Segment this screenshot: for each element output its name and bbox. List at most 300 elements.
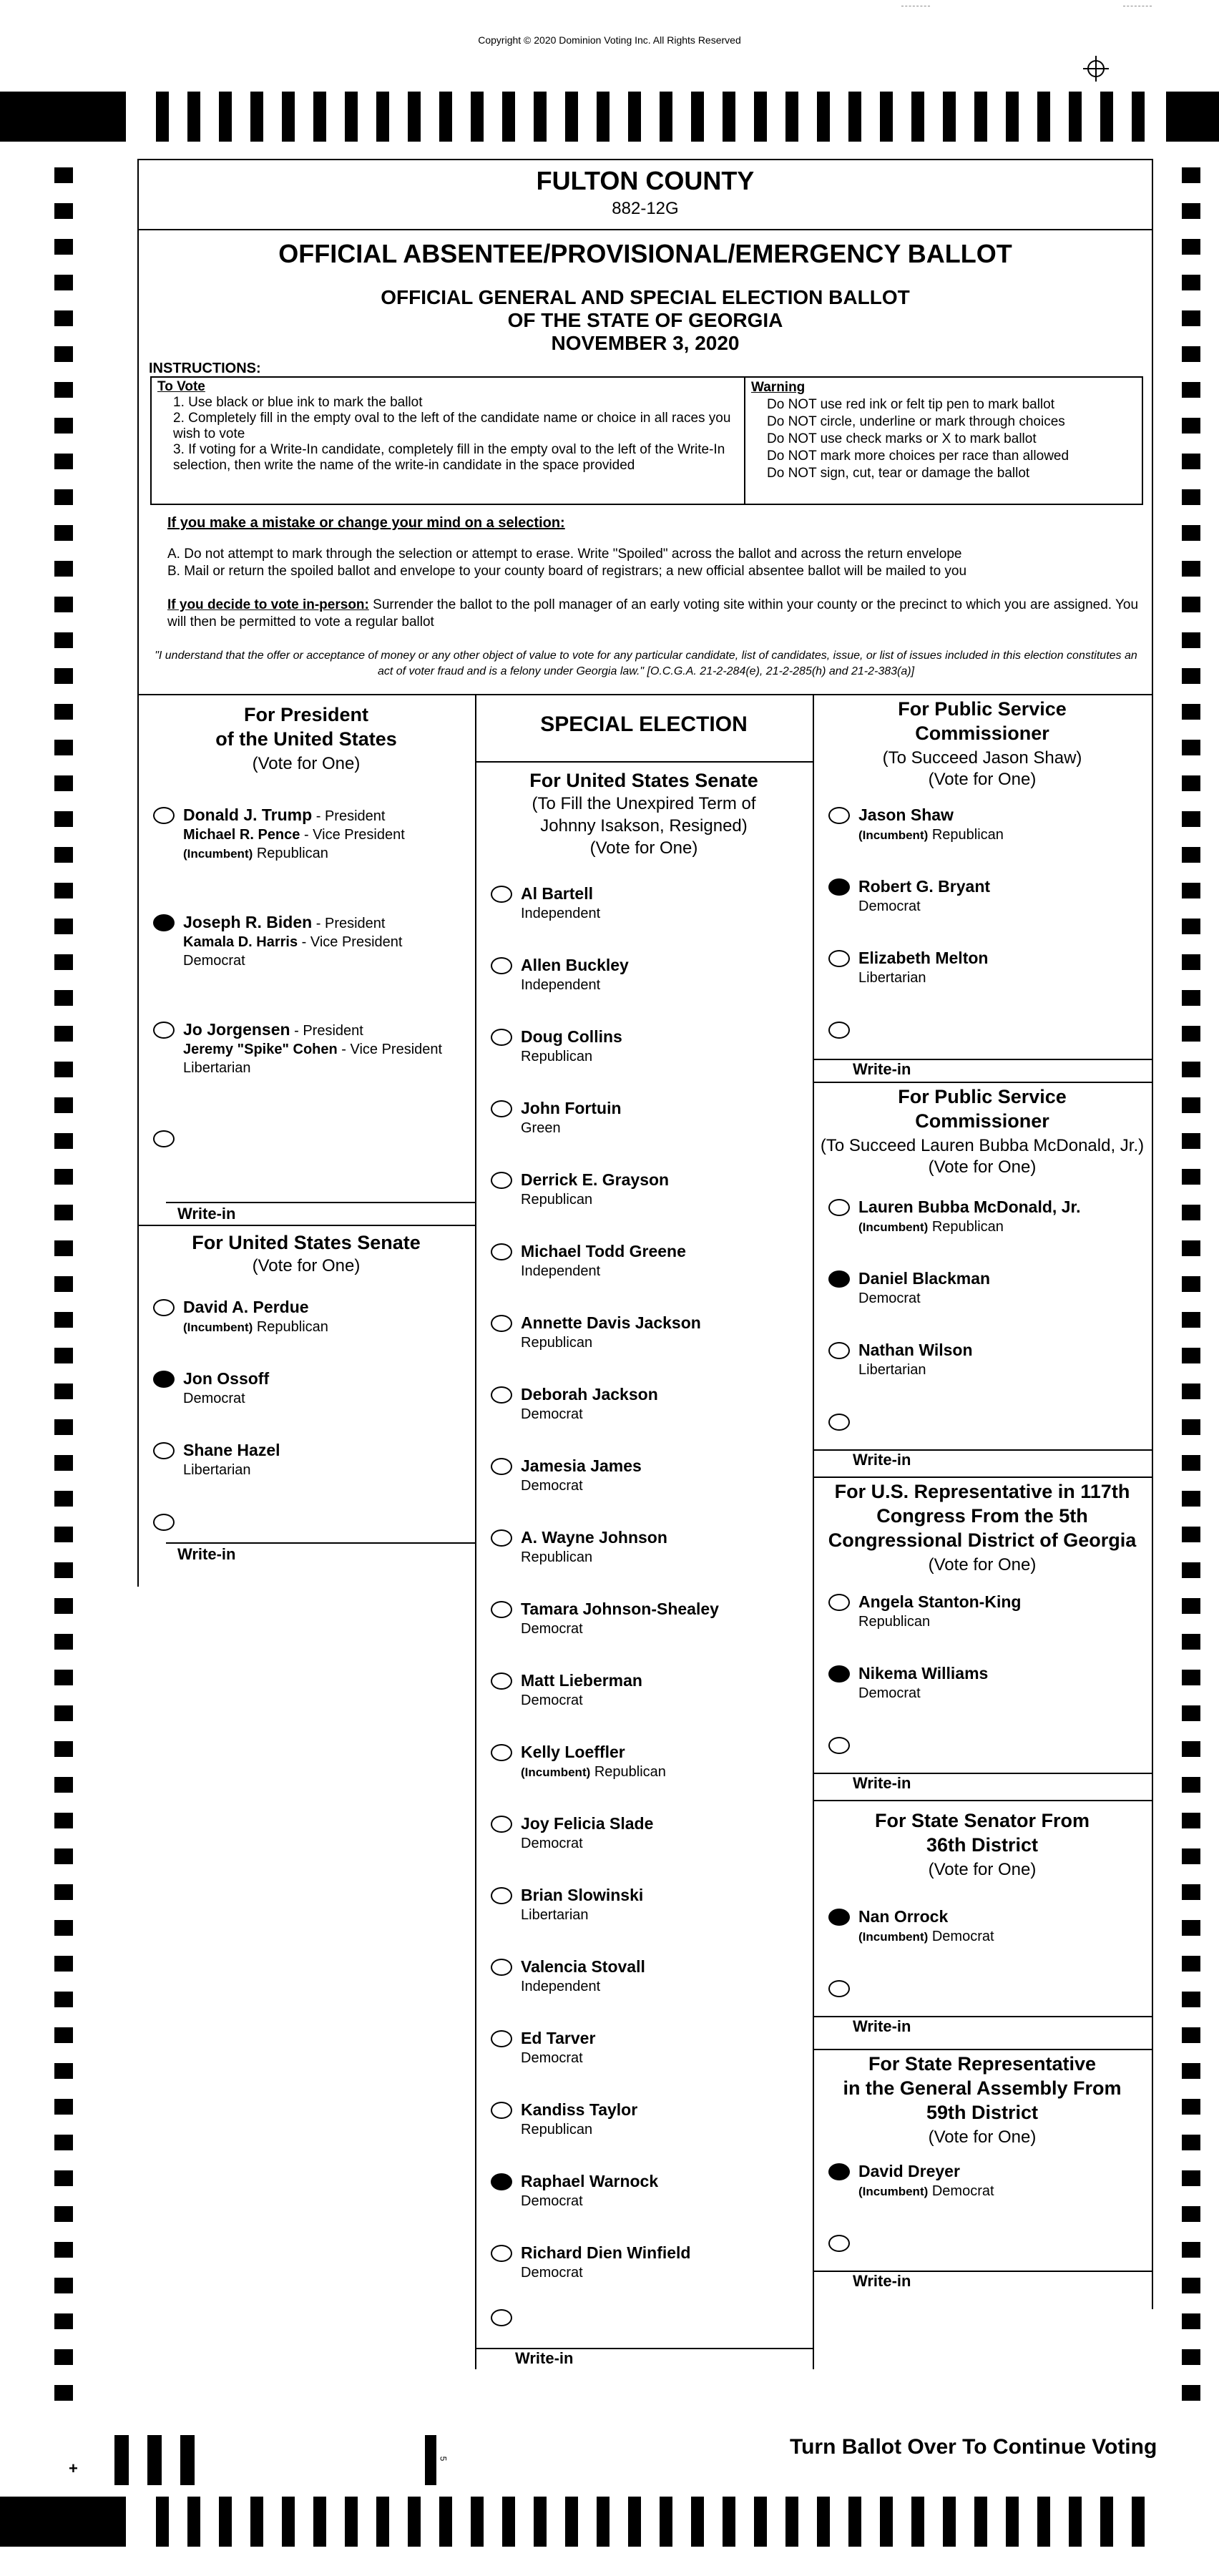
party-name: Republican — [590, 1764, 666, 1780]
timing-mark — [54, 454, 73, 469]
candidate-option[interactable] — [475, 1670, 813, 1727]
party-name: Republican — [521, 1049, 593, 1064]
race-title: 59th District — [926, 2102, 1039, 2123]
timing-mark — [54, 239, 73, 255]
candidate-option[interactable] — [137, 1296, 475, 1353]
race-title: For State Senator From — [874, 1810, 1090, 1831]
timing-mark — [1182, 1419, 1200, 1435]
vote-oval-marked[interactable] — [828, 878, 850, 896]
timing-mark — [660, 92, 672, 142]
page-mark: 5 — [438, 2456, 449, 2462]
candidate-option[interactable] — [475, 1884, 813, 1941]
vote-oval[interactable] — [491, 1744, 512, 1761]
candidate-option[interactable] — [475, 1169, 813, 1226]
timing-mark — [471, 2497, 484, 2547]
timing-mark — [1182, 1920, 1200, 1936]
timing-mark — [1182, 1205, 1200, 1220]
timing-mark — [54, 2385, 73, 2401]
party-name: Democrat — [521, 1406, 583, 1422]
candidate-party-line — [521, 1478, 583, 1494]
party-name: Democrat — [858, 898, 921, 914]
timing-mark — [54, 1276, 73, 1292]
timing-mark — [1182, 1848, 1200, 1864]
candidate-option[interactable] — [475, 1527, 813, 1584]
vote-oval[interactable] — [491, 2309, 512, 2326]
id-bar — [114, 2435, 129, 2485]
timing-mark — [54, 489, 73, 505]
write-in-line[interactable] — [166, 1202, 475, 1203]
instructions-box — [150, 376, 1143, 505]
timing-mark — [1182, 2242, 1200, 2258]
column-3 — [813, 695, 1152, 2312]
timing-mark — [534, 92, 547, 142]
timing-mark — [1182, 1562, 1200, 1578]
candidate-option[interactable] — [137, 1019, 475, 1076]
vote-oval[interactable] — [153, 1299, 175, 1316]
vote-oval[interactable] — [153, 1022, 175, 1039]
vote-oval[interactable] — [491, 1529, 512, 1547]
candidate-name: Michael Todd Greene — [521, 1242, 686, 1260]
party-name: Independent — [521, 906, 601, 921]
vote-oval-marked[interactable] — [491, 2173, 512, 2190]
in-person-instructions — [167, 597, 1140, 631]
timing-mark — [565, 2497, 578, 2547]
candidate-option[interactable] — [475, 1240, 813, 1298]
timing-mark — [54, 704, 73, 720]
timing-mark — [628, 2497, 641, 2547]
vote-oval[interactable] — [491, 2245, 512, 2262]
timing-mark — [54, 2206, 73, 2222]
vote-oval[interactable] — [491, 2030, 512, 2047]
candidate-name: Ed Tarver — [521, 2029, 596, 2047]
timing-mark — [345, 92, 358, 142]
vote-oval[interactable] — [491, 1887, 512, 1904]
candidate-name: Allen Buckley — [521, 956, 629, 974]
candidate-option[interactable] — [475, 1813, 813, 1870]
candidate-name: Deborah Jackson — [521, 1385, 658, 1404]
candidate-name: Tamara Johnson-Shealey — [521, 1600, 719, 1618]
running-mate-name: Michael R. Pence — [183, 827, 300, 843]
running-mate-role: - Vice President — [300, 827, 405, 843]
timing-mark — [187, 92, 200, 142]
timing-mark — [54, 275, 73, 290]
candidate-name: Brian Slowinski — [521, 1886, 644, 1904]
candidate-option[interactable] — [475, 954, 813, 1012]
vote-oval[interactable] — [828, 1980, 850, 1997]
timing-mark — [1006, 92, 1019, 142]
candidate-option[interactable] — [813, 1591, 1152, 1648]
in-person-text: Surrender the ballot to the poll manager of an early voting site within your county or the precinct to which you are assigned. You will then be permitted to vote a regular ballot — [167, 597, 1139, 630]
candidate-party-line — [521, 1263, 600, 1280]
vote-oval[interactable] — [491, 1029, 512, 1046]
vote-oval[interactable] — [491, 886, 512, 903]
timing-mark — [54, 1956, 73, 1972]
candidate-option[interactable] — [475, 1741, 813, 1798]
race-divider — [813, 1476, 1152, 1478]
party-name: Libertarian — [521, 1907, 589, 1923]
candidate-option[interactable] — [475, 1312, 813, 1369]
race-title: in the General Assembly From — [843, 2077, 1122, 2099]
running-mate-role: - Vice President — [298, 934, 403, 950]
timing-mark — [1182, 668, 1200, 684]
party-name: Democrat — [183, 1391, 245, 1406]
candidate-name: Al Bartell — [521, 884, 593, 903]
vote-oval[interactable] — [828, 1342, 850, 1359]
timing-mark — [1182, 1133, 1200, 1149]
vote-oval[interactable] — [153, 1514, 175, 1531]
candidate-option[interactable] — [813, 1906, 1152, 1963]
candidate-option[interactable] — [813, 876, 1152, 933]
candidate-party-line — [521, 2050, 583, 2067]
vote-oval-marked[interactable] — [153, 1371, 175, 1388]
timing-mark — [54, 1348, 73, 1363]
election-title — [139, 286, 1152, 355]
candidate-party-line — [521, 2122, 592, 2138]
party-name: Democrat — [521, 1621, 583, 1637]
candidate-option[interactable] — [813, 804, 1152, 861]
vote-oval[interactable] — [491, 1243, 512, 1260]
candidate-name: Donald J. Trump — [183, 805, 313, 824]
plus-mark: + — [69, 2459, 78, 2477]
candidate-option[interactable] — [475, 2170, 813, 2228]
timing-mark — [54, 1562, 73, 1578]
timing-mark — [754, 2497, 767, 2547]
candidate-name: Jon Ossoff — [183, 1369, 270, 1388]
vote-oval[interactable] — [828, 1199, 850, 1216]
running-mate-role: - Vice President — [337, 1042, 443, 1057]
vote-oval-marked[interactable] — [828, 1909, 850, 1926]
write-in-option[interactable] — [137, 1127, 475, 1199]
candidate-option[interactable] — [475, 1956, 813, 2013]
candidate-option[interactable] — [137, 1368, 475, 1425]
vote-oval[interactable] — [828, 950, 850, 967]
race-subtitle: (To Succeed Lauren Bubba McDonald, Jr.) — [820, 1136, 1145, 1155]
timing-mark — [54, 1705, 73, 1721]
timing-mark — [1182, 2135, 1200, 2150]
vote-oval-marked[interactable] — [828, 1665, 850, 1683]
candidate-option[interactable] — [475, 1598, 813, 1655]
vote-for-one: (Vote for One) — [928, 1157, 1037, 1177]
candidate-option[interactable] — [475, 2027, 813, 2085]
candidate-party-line — [521, 1693, 583, 1709]
candidate-option[interactable] — [475, 883, 813, 940]
timing-mark — [1182, 2385, 1200, 2401]
timing-mark — [1182, 1312, 1200, 1328]
write-in-label: Write-in — [853, 1060, 911, 1078]
timing-mark — [1182, 2099, 1200, 2115]
id-bar — [147, 2435, 162, 2485]
party-name: Independent — [521, 1979, 601, 1994]
candidate-name: A. Wayne Johnson — [521, 1528, 667, 1547]
timing-mark — [817, 2497, 830, 2547]
candidate-option[interactable] — [813, 1662, 1152, 1720]
timing-mark — [1166, 92, 1219, 142]
party-name: Democrat — [858, 1685, 921, 1701]
timing-mark — [54, 561, 73, 577]
timing-mark — [54, 1205, 73, 1220]
timing-mark — [1182, 1813, 1200, 1828]
candidate-party-line — [521, 1120, 561, 1137]
timing-mark — [54, 1992, 73, 2007]
party-name: Libertarian — [858, 1362, 926, 1378]
timing-mark — [1182, 2206, 1200, 2222]
timing-mark — [1182, 454, 1200, 469]
timing-mark — [1182, 2063, 1200, 2079]
timing-mark — [1182, 1634, 1200, 1650]
timing-mark — [1069, 2497, 1082, 2547]
vote-oval-marked[interactable] — [153, 914, 175, 931]
party-name: Libertarian — [183, 1462, 251, 1478]
race-title: of the United States — [215, 728, 397, 750]
timing-mark — [785, 92, 798, 142]
timing-mark — [187, 2497, 200, 2547]
write-in-label: Write-in — [515, 2349, 574, 2367]
candidate-role: - President — [312, 808, 386, 824]
write-in-label: Write-in — [853, 1451, 911, 1469]
ballot-header — [137, 159, 1153, 695]
timing-mark — [1182, 1455, 1200, 1471]
timing-mark — [54, 847, 73, 863]
timing-mark — [471, 92, 484, 142]
incumbent-tag: (Incumbent) — [183, 1321, 253, 1334]
warning-heading: Warning — [751, 380, 806, 395]
timing-mark — [1182, 167, 1200, 183]
timing-mark — [880, 2497, 893, 2547]
timing-mark — [597, 2497, 610, 2547]
timing-mark — [54, 919, 73, 934]
timing-mark — [660, 2497, 672, 2547]
mistake-heading: If you make a mistake or change your mind on a selection: — [167, 515, 565, 531]
write-in-label: Write-in — [177, 1545, 236, 1563]
timing-mark — [817, 92, 830, 142]
candidate-party-line — [521, 1192, 592, 1208]
timing-mark — [54, 1741, 73, 1757]
incumbent-tag: (Incumbent) — [521, 1766, 591, 1779]
timing-mark — [1182, 883, 1200, 898]
timing-mark — [54, 1062, 73, 1077]
vote-oval-marked[interactable] — [828, 1270, 850, 1288]
edge-mark — [901, 6, 930, 7]
timing-mark — [1182, 1491, 1200, 1507]
ballot-type: OFFICIAL ABSENTEE/PROVISIONAL/EMERGENCY BALLOT — [278, 239, 1012, 268]
vote-oval[interactable] — [153, 1130, 175, 1147]
column-2 — [475, 695, 813, 2374]
vote-oval[interactable] — [153, 1442, 175, 1459]
candidate-option[interactable] — [813, 1268, 1152, 1325]
vote-oval[interactable] — [491, 1458, 512, 1475]
timing-mark — [1182, 1956, 1200, 1972]
timing-mark — [1182, 775, 1200, 791]
candidate-party-line — [521, 1549, 592, 1566]
vote-oval[interactable] — [828, 1022, 850, 1039]
vote-oval[interactable] — [491, 2102, 512, 2119]
timing-mark — [974, 2497, 987, 2547]
vote-oval[interactable] — [491, 1315, 512, 1332]
party-name: Democrat — [521, 2050, 583, 2066]
timing-mark — [54, 1240, 73, 1256]
vote-oval[interactable] — [491, 957, 512, 974]
mistake-step-b: B. Mail or return the spoiled ballot and envelope to your county board of registrars; a new official absentee ballot will be mailed to you — [167, 564, 967, 579]
candidate-name: Kelly Loeffler — [521, 1743, 625, 1761]
timing-mark — [1182, 2027, 1200, 2043]
candidate-name: Jamesia James — [521, 1456, 642, 1475]
vote-oval[interactable] — [828, 1414, 850, 1431]
vote-for-one: (Vote for One) — [928, 1555, 1037, 1575]
registration-target-icon — [1082, 54, 1110, 83]
vote-for-one: (Vote for One) — [252, 754, 361, 773]
candidate-option[interactable] — [475, 1026, 813, 1083]
timing-mark — [54, 1670, 73, 1685]
candidate-option[interactable] — [475, 1384, 813, 1441]
vote-for-one: (Vote for One) — [928, 2127, 1037, 2147]
candidate-party-line — [521, 2265, 583, 2281]
timing-mark — [785, 2497, 798, 2547]
timing-mark — [54, 1169, 73, 1185]
candidate-option[interactable] — [475, 2242, 813, 2299]
id-bar — [180, 2435, 195, 2485]
timing-mark — [691, 2497, 704, 2547]
vote-oval[interactable] — [828, 1594, 850, 1611]
timing-mark — [54, 632, 73, 648]
timing-mark — [1182, 990, 1200, 1006]
timing-mark — [1182, 1348, 1200, 1363]
timing-mark — [54, 167, 73, 183]
timing-mark — [54, 2242, 73, 2258]
vote-oval[interactable] — [828, 2235, 850, 2252]
timing-mark — [282, 92, 295, 142]
party-name: Libertarian — [183, 1060, 251, 1076]
party-name: Democrat — [521, 1836, 583, 1851]
party-name: Libertarian — [858, 970, 926, 986]
vote-oval[interactable] — [491, 1100, 512, 1117]
timing-mark — [54, 525, 73, 541]
vote-oval[interactable] — [828, 807, 850, 824]
election-date: NOVEMBER 3, 2020 — [551, 332, 740, 354]
timing-mark — [54, 2135, 73, 2150]
column3-right-border — [1152, 695, 1153, 2309]
candidate-party-line — [521, 2193, 583, 2210]
timing-mark — [313, 92, 326, 142]
timing-mark — [54, 1026, 73, 1042]
timing-mark — [54, 1133, 73, 1149]
running-mate-name: Jeremy "Spike" Cohen — [183, 1042, 338, 1057]
timing-marks-bottom — [0, 2497, 1219, 2547]
timing-mark — [1182, 1705, 1200, 1721]
write-in-label: Write-in — [853, 2272, 911, 2290]
party-name: Democrat — [521, 2193, 583, 2209]
timing-mark — [1182, 811, 1200, 827]
vote-oval[interactable] — [491, 1959, 512, 1976]
candidate-name: Angela Stanton-King — [858, 1592, 1022, 1611]
timing-mark — [1182, 418, 1200, 434]
party-name: Republican — [928, 1219, 1004, 1235]
to-vote-step-1: 1. Use black or blue ink to mark the ballot — [173, 395, 423, 410]
candidate-name: Daniel Blackman — [858, 1269, 991, 1288]
timing-mark — [54, 382, 73, 398]
race-title: For State Representative — [868, 2053, 1097, 2075]
timing-mark — [54, 2099, 73, 2115]
timing-mark — [54, 1920, 73, 1936]
timing-mark — [1182, 239, 1200, 255]
candidate-name: Nikema Williams — [858, 1664, 989, 1683]
timing-mark — [1182, 740, 1200, 755]
candidate-name: Doug Collins — [521, 1027, 622, 1046]
timing-mark — [54, 2313, 73, 2329]
instructions-heading: INSTRUCTIONS: — [149, 361, 261, 376]
candidate-option[interactable] — [475, 2099, 813, 2156]
party-name: Republican — [858, 1614, 931, 1630]
candidate-name: Joseph R. Biden — [183, 913, 313, 931]
vote-oval[interactable] — [491, 1816, 512, 1833]
candidate-option[interactable] — [813, 1196, 1152, 1253]
timing-mark — [54, 1777, 73, 1793]
candidate-option[interactable] — [475, 1097, 813, 1155]
incumbent-tag: (Incumbent) — [858, 2185, 929, 2198]
timing-mark — [250, 92, 263, 142]
party-name: Republican — [521, 1549, 593, 1565]
timing-mark — [54, 2170, 73, 2186]
candidate-option[interactable] — [137, 804, 475, 861]
party-name: Democrat — [521, 2265, 583, 2281]
party-name: Independent — [521, 1263, 601, 1279]
vote-oval[interactable] — [491, 1673, 512, 1690]
timing-mark — [1182, 1276, 1200, 1292]
timing-mark — [54, 811, 73, 827]
write-in-label: Write-in — [853, 2017, 911, 2035]
timing-mark — [54, 1419, 73, 1435]
timing-mark — [54, 597, 73, 612]
candidate-party-line — [521, 977, 600, 994]
timing-mark — [1182, 2313, 1200, 2329]
candidate-option[interactable] — [137, 1439, 475, 1497]
to-vote-section — [152, 378, 745, 504]
party-name: Democrat — [928, 2183, 994, 2199]
timing-mark — [408, 2497, 421, 2547]
candidate-name: Derrick E. Grayson — [521, 1170, 670, 1189]
write-in-line[interactable] — [166, 1542, 475, 1544]
candidate-option[interactable] — [137, 911, 475, 969]
vote-oval[interactable] — [491, 1172, 512, 1189]
vote-oval-marked[interactable] — [828, 2163, 850, 2180]
timing-mark — [1182, 203, 1200, 219]
timing-mark — [54, 346, 73, 362]
timing-mark — [376, 92, 389, 142]
vote-oval[interactable] — [491, 1601, 512, 1618]
timing-mark — [1182, 1741, 1200, 1757]
timing-mark — [1182, 1062, 1200, 1077]
candidate-option[interactable] — [813, 947, 1152, 1004]
candidate-party-line — [521, 1406, 583, 1423]
timing-mark — [0, 2497, 126, 2547]
warning-2: Do NOT circle, underline or mark through choices — [767, 414, 1065, 429]
timing-mark — [1069, 92, 1082, 142]
vote-oval[interactable] — [153, 807, 175, 824]
timing-mark — [54, 668, 73, 684]
candidate-party-line — [521, 906, 600, 922]
timing-mark — [54, 1527, 73, 1542]
timing-mark — [54, 418, 73, 434]
timing-mark — [54, 1598, 73, 1614]
candidate-name: Shane Hazel — [183, 1441, 280, 1459]
vote-oval[interactable] — [491, 1386, 512, 1404]
timing-mark — [54, 1884, 73, 1900]
candidate-option[interactable] — [813, 2160, 1152, 2218]
timing-mark — [1182, 597, 1200, 612]
warning-5: Do NOT sign, cut, tear or damage the ballot — [767, 466, 1030, 481]
candidate-option[interactable] — [475, 1455, 813, 1512]
candidate-option[interactable] — [813, 1339, 1152, 1396]
vote-oval[interactable] — [828, 1737, 850, 1754]
